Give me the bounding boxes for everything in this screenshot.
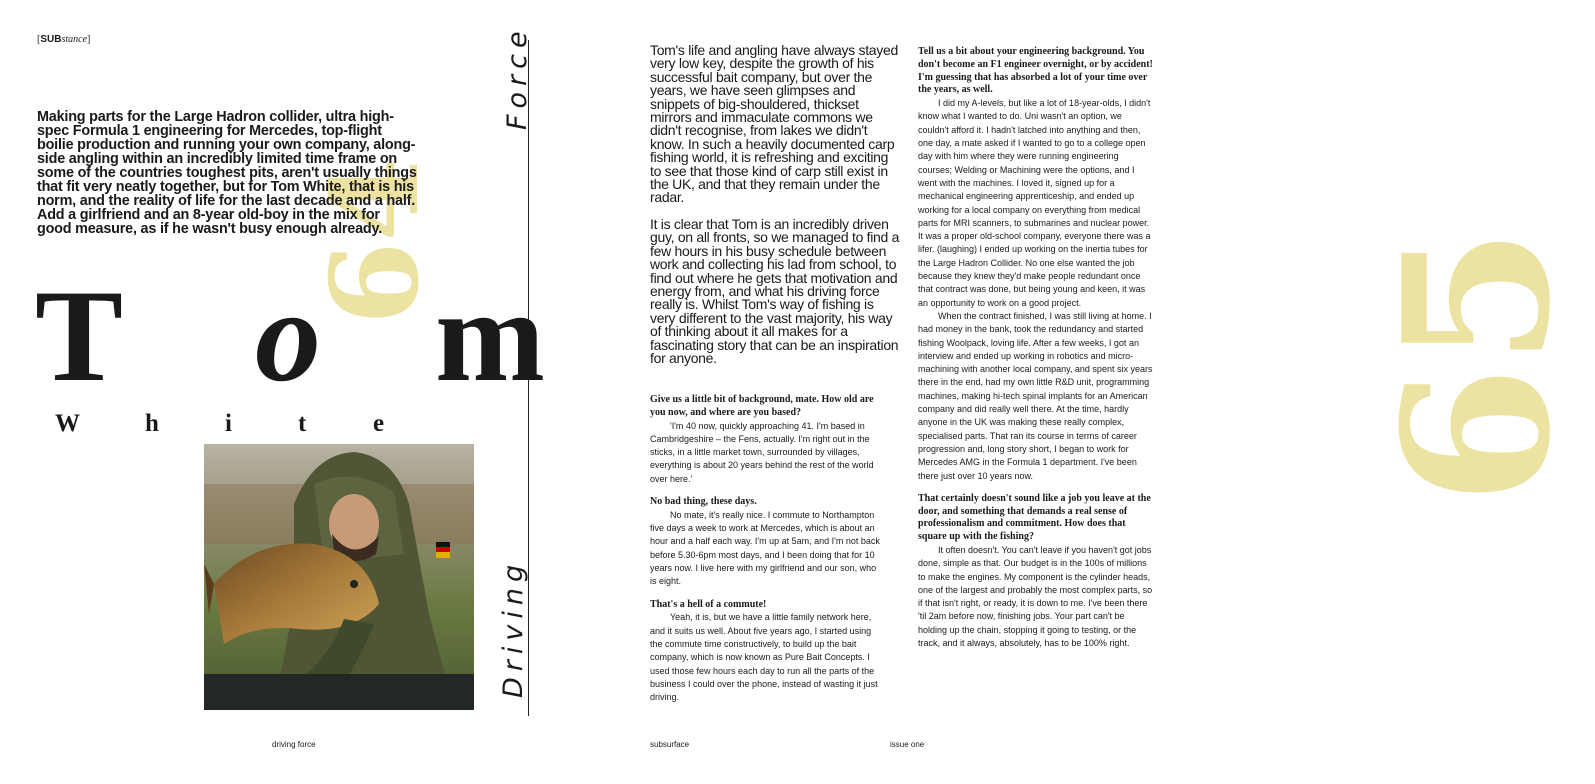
title-letter: T — [35, 262, 124, 409]
answer: Yeah, it is, but we have a little family network here, and it suits us well. About five years ago, I started using the commute time constructively, to build up the bait company, which is now known as Pure Bait Concepts. I used those few hours each day to run all the parts of the business I could over the phone, instead of wasting it just driving. — [650, 612, 878, 703]
interview-column-2 — [918, 36, 1154, 650]
page-number-64: 64 — [305, 158, 446, 325]
answer: When the contract finished, I was still living at home. I had money in the bank, took the redundancy and started fishing Woolpack, loving life. After a few weeks, I got an interview and ended up working in robotics and micro-machining with another local company, and spent six years there in the end, had my own little R&D unit, programming machines, making hi-tech spinal implants for an American company and did really well there. At the time, hardly anyone in the UK was making these really complex, specialised parts. That ran its course in terms of career progression and, long story short, I began to work for Mercedes AMG in the Formula 1 department. I've been there just over 10 years now. — [918, 310, 1153, 481]
answer: I did my A-levels, but like a lot of 18-year-olds, I didn't know what I wanted to do. Uni wasn't an option, we couldn't afford it. I hadn't latched into anything and then, one day, a mate asked if I wanted to go to a college open day with him where they were running engineering courses; Welding or Machining were the options, and I went with the machines. I loved it, signed up for a mechanical engineering apprenticeship, and ended up working for a local company on everything from medical parts for MRI scanners, to submarines and nuclear power. It was a proper old-school company, everyone there was a lifer. (laughing) I ended up working on the inertia tubes for the Large Hadron Collider. No one else wanted the job because they knew they'd make people redundant once that contract was done, but being young and keen, it was an opportunity to work on a good project. — [918, 98, 1151, 308]
title-letter: W — [55, 410, 80, 437]
title-last-name — [55, 410, 395, 440]
question: No bad thing, these days. — [650, 496, 757, 508]
question: Tell us a bit about your engineering background. You don't become an F1 engineer overnight, or by accident! I'm guessing that has absorbed a lot of your time over the years, as well. — [918, 46, 1153, 96]
title-first-name — [30, 262, 545, 409]
lead-paragraph-1: Tom's life and angling have always stayed very low key, despite the growth of his successful bait company, but over the years, we have seen glimpses and snippets of big-shouldered, thickset mirrors and immaculate commons we didn't recognise, from lakes we didn't know. In such a heavily documented carp fishing world, it is refreshing and exciting to see that those kind of carp still exist in the UK, and that they remain under the radar. — [650, 42, 898, 206]
title-letter: e — [373, 410, 385, 437]
brand-italic: stance — [61, 34, 88, 45]
question: Give us a little bit of background, mate. How old are you now, and where are you based? — [650, 394, 874, 418]
lead-paragraph-2: It is clear that Tom is an incredibly driven guy, on all fronts, so we managed to find a few hours in his busy schedule between work and collecting his lad from school, to find out where he gets that motivation and energy from, and what his driving force really is. Whilst Tom's way of fishing is very different to the vast majority, his way of thinking about it all makes for a fascinating story that can be an inspiration for anyone. — [650, 216, 900, 367]
intro-paragraph: Making parts for the Large Hadron collider, ultra high-spec Formula 1 engineering for Mercedes, top-flight boilie production and running your own company, along-side angling within an incredibly limited time frame on some of the countries toughest pits, aren't usually things that fit very neatly together, but for Tom White, that is his norm, and the reality of life for the last decade and a half. Add a girlfriend and an 8-year old-boy in the mix for good measure, as if he wasn't busy enough already. — [37, 109, 417, 237]
interview-column-1 — [650, 384, 882, 705]
question: That's a hell of a commute! — [650, 598, 767, 610]
question: That certainly doesn't sound like a job you leave at the door, and something that demands a real sense of professionalism and commitment. How does that square up with the fishing? — [918, 492, 1151, 543]
brand-bold: SUB — [40, 34, 62, 45]
answer: No mate, it's really nice. I commute to Northampton five days a week to work at Mercedes, which is about an hour and a half each way. I'm up at 5am, and I'm not back before 5.30-6pm most days, and I been doing that for 10 years now. I live here with my girlfriend and our son, who is eight. — [650, 509, 880, 587]
angler-with-carp-photo — [204, 444, 474, 710]
vertical-title-force: Force — [502, 25, 533, 130]
title-letter: o — [255, 262, 321, 409]
footer-issue: issue one — [890, 740, 925, 749]
right-page — [600, 0, 1595, 784]
footer-left: driving force — [272, 740, 316, 749]
title-letter: m — [435, 262, 545, 409]
left-page — [0, 0, 600, 784]
magazine-brand — [37, 34, 90, 45]
page-number-65: 65 — [1360, 226, 1595, 505]
brand-bracket-open: [ — [37, 34, 41, 45]
footer-left-section: subsurface — [650, 740, 690, 749]
answer: 'I'm 40 now, quickly approaching 41. I'm based in Cambridgeshire – the Fens, actually. I'm right out in the sticks, in a little market town, surrounded by villages, everything is about 20 years behind the rest of the world over here.' — [650, 420, 874, 484]
title-letter: i — [225, 410, 232, 437]
title-letter: h — [145, 410, 159, 437]
answer: It often doesn't. You can't leave if you haven't got jobs done, simple as that. Our budget is in the 100s of millions to make the engines. My component is the cylinder heads, one of the largest and probably the most complex parts, so if that isn't right, or ready, it is down to me. I've been there 'til 2am before now, finishing jobs. Your part can't be holding up the chain, stopping it going to testing, or the track, and it always, absolutely, has to be 100% right. — [918, 544, 1153, 649]
title-letter: t — [298, 410, 307, 437]
vertical-title-driving: Driving — [498, 558, 529, 698]
brand-bracket-close: ] — [87, 34, 91, 45]
